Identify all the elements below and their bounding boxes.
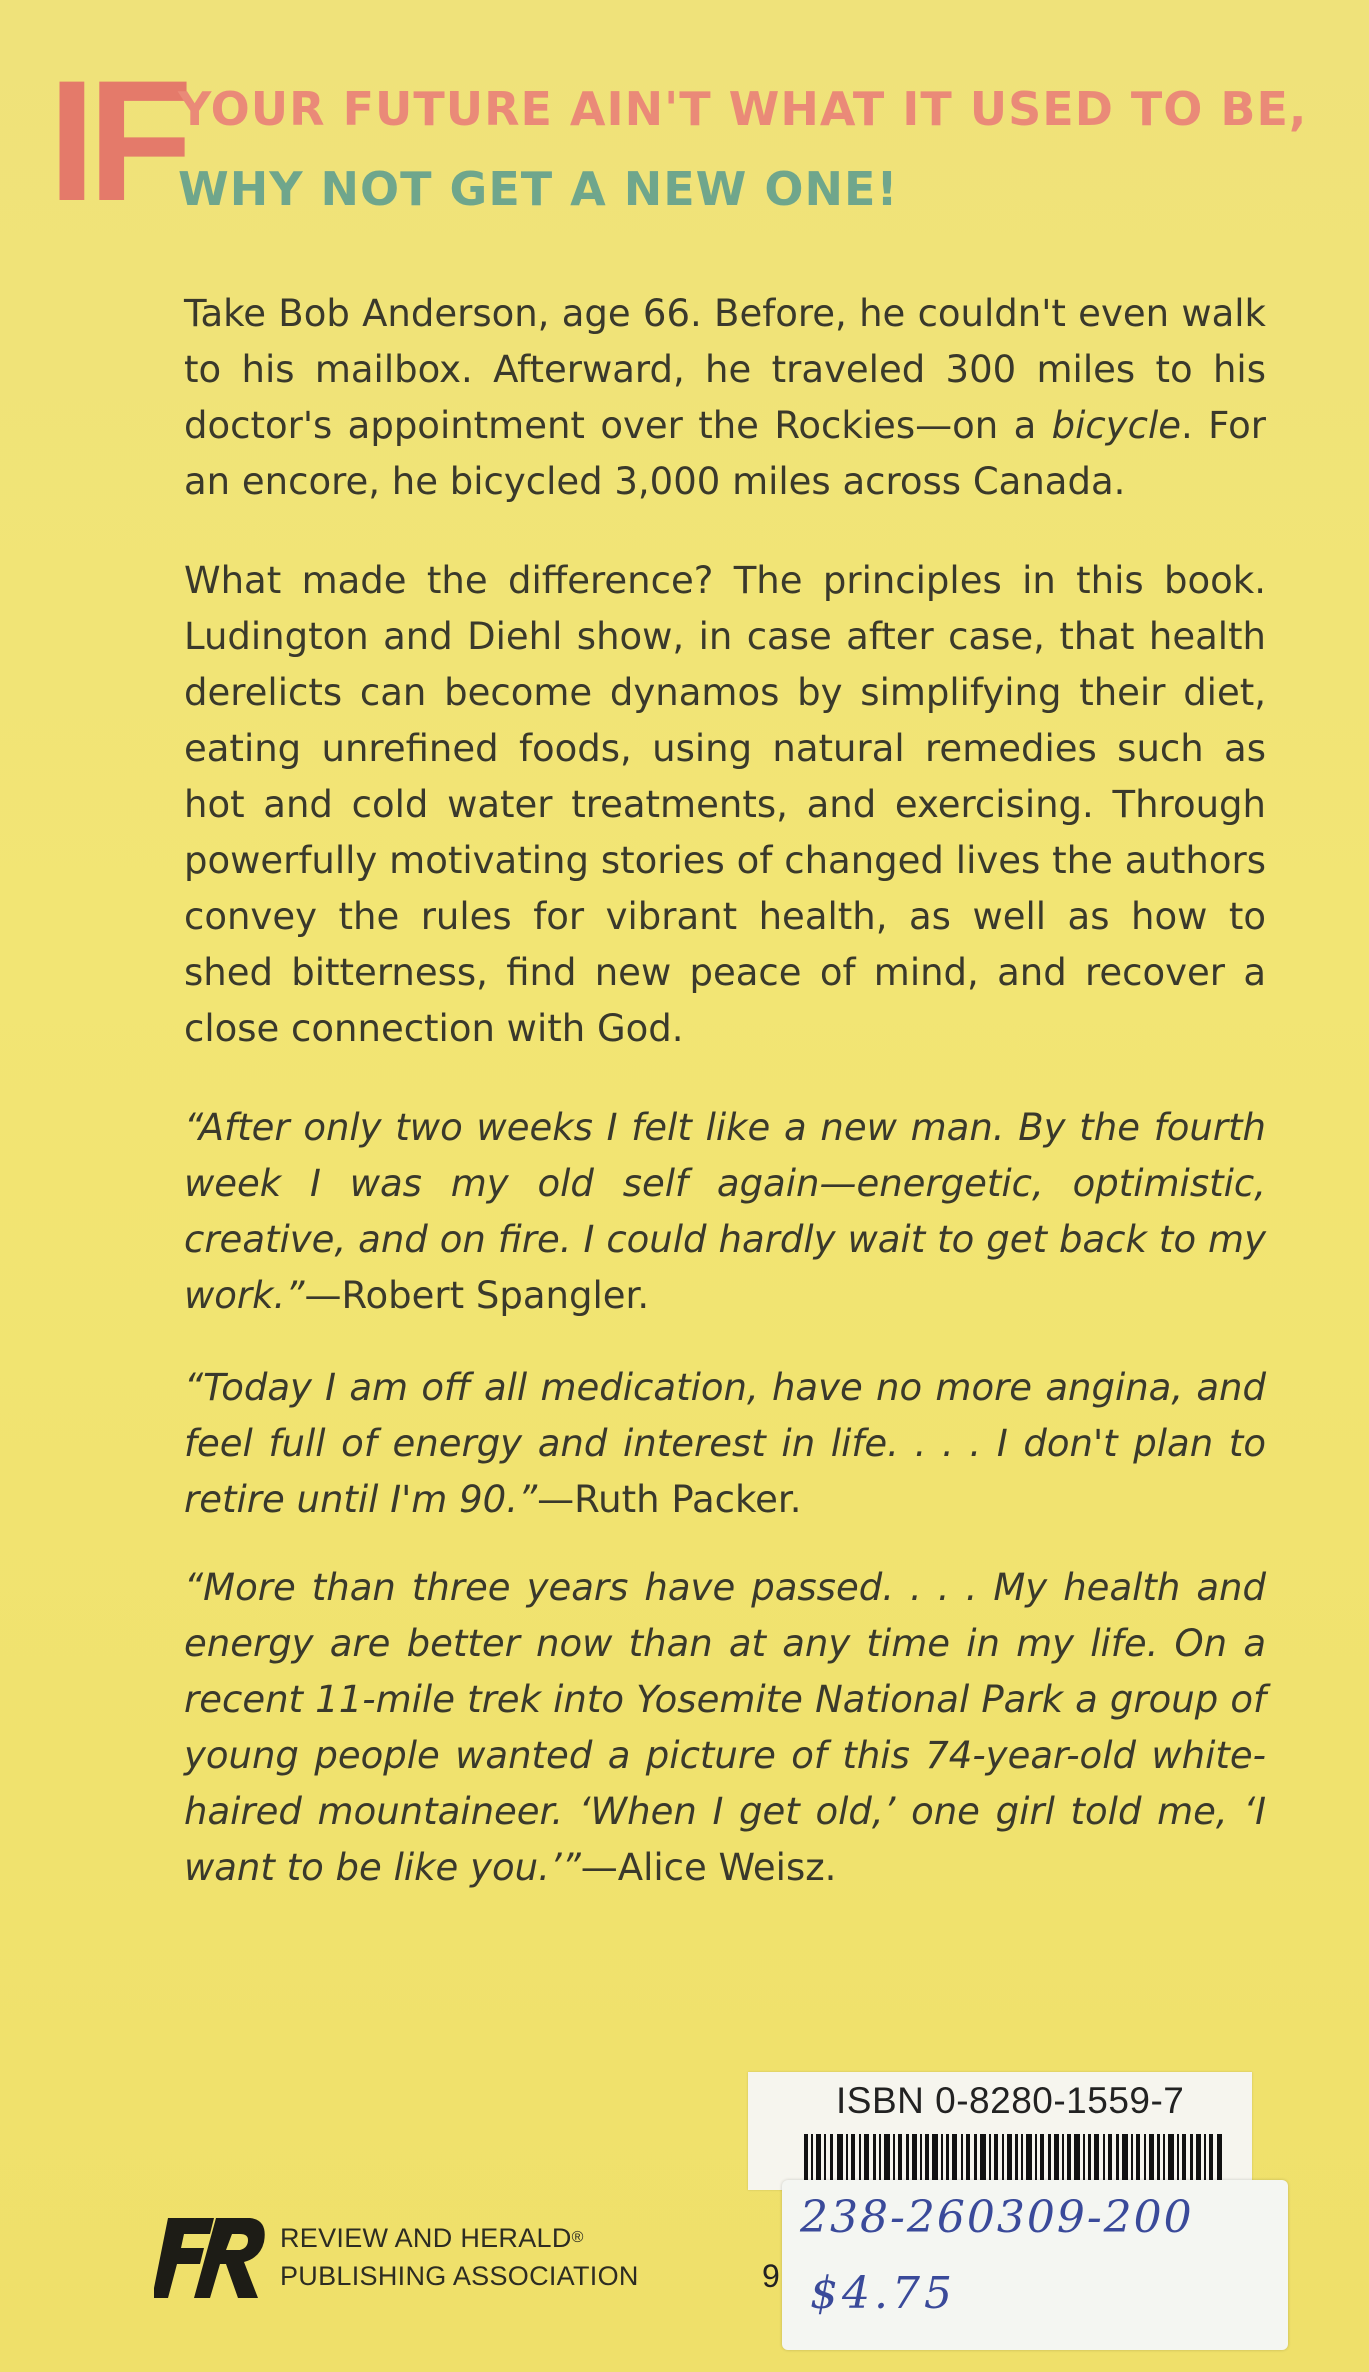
headline — [178, 82, 1328, 216]
intro-text-after: . For an encore, he bicycled 3,000 miles across Canada. — [184, 404, 1266, 503]
testimonial-1 — [184, 1100, 1266, 1324]
intro-text-before: Take Bob Anderson, age 66. Before, he couldn't even walk to his mailbox. Afterward, he traveled 300 miles to his doctor's appointment over the Rockies—on a — [184, 292, 1266, 447]
headline-big-if: IF — [48, 45, 185, 237]
paragraph-description — [184, 553, 1266, 1057]
headline-line-1: YOUR FUTURE AIN'T WHAT IT USED TO BE, — [178, 82, 1308, 136]
price-tag-price: $4.75 — [810, 2268, 956, 2319]
headline-line-2: WHY NOT GET A NEW ONE! — [178, 162, 899, 216]
testimonial-quote: “After only two weeks I felt like a new man. By the fourth week I was my old self again—energetic, optimistic, creative, and on fire. I could hardly wait to get back to my work.” — [184, 1106, 1266, 1317]
isbn-number: ISBN 0-8280-1559-7 — [836, 2080, 1185, 2121]
paragraph-intro — [184, 286, 1266, 510]
price-tag — [782, 2180, 1288, 2350]
registered-mark: ® — [571, 2229, 584, 2246]
testimonial-attribution: —Alice Weisz. — [580, 1846, 837, 1889]
description-text: What made the difference? The principles in this book. Ludington and Diehl show, in case after case, that health derelicts can become dynamos by simplifying their diet, eating unrefined foods, using natural remedies such as hot and cold water treatments, and exercising. Through powerfully motivating stories of changed lives the authors convey the rules for vibrant health, as well as how to shed bitterness, find new peace of mind, and recover a close connection with God. — [184, 559, 1266, 1050]
barcode-leading-digit: 9 — [762, 2258, 780, 2294]
publisher-line-2: PUBLISHING ASSOCIATION — [280, 2261, 639, 2291]
testimonial-quote: “More than three years have passed. . . . My health and energy are better now than at any time in my life. On a recent 11-mile trek into Yosemite National Park a group of young people wanted a picture of this 74-year-old white-haired mountaineer. ‘When I get old,’ one girl told me, ‘I want to be like you.’” — [184, 1566, 1266, 1889]
publisher-name — [280, 2219, 639, 2295]
testimonial-quote: “Today I am off all medication, have no more angina, and feel full of energy and interest in life. . . . I don't plan to retire until I'm 90.” — [184, 1366, 1266, 1521]
testimonial-2 — [184, 1360, 1266, 1528]
testimonial-attribution: —Robert Spangler. — [304, 1274, 650, 1317]
testimonial-3 — [184, 1560, 1266, 1896]
isbn-sticker — [748, 2072, 1252, 2190]
publisher-block — [154, 2212, 639, 2302]
publisher-logo-icon — [154, 2212, 266, 2302]
price-tag-code: 238-260309-200 — [800, 2192, 1194, 2243]
publisher-line-1: REVIEW AND HERALD — [280, 2223, 572, 2253]
intro-text-italic: bicycle — [1051, 404, 1182, 447]
testimonial-attribution: —Ruth Packer. — [537, 1478, 802, 1521]
